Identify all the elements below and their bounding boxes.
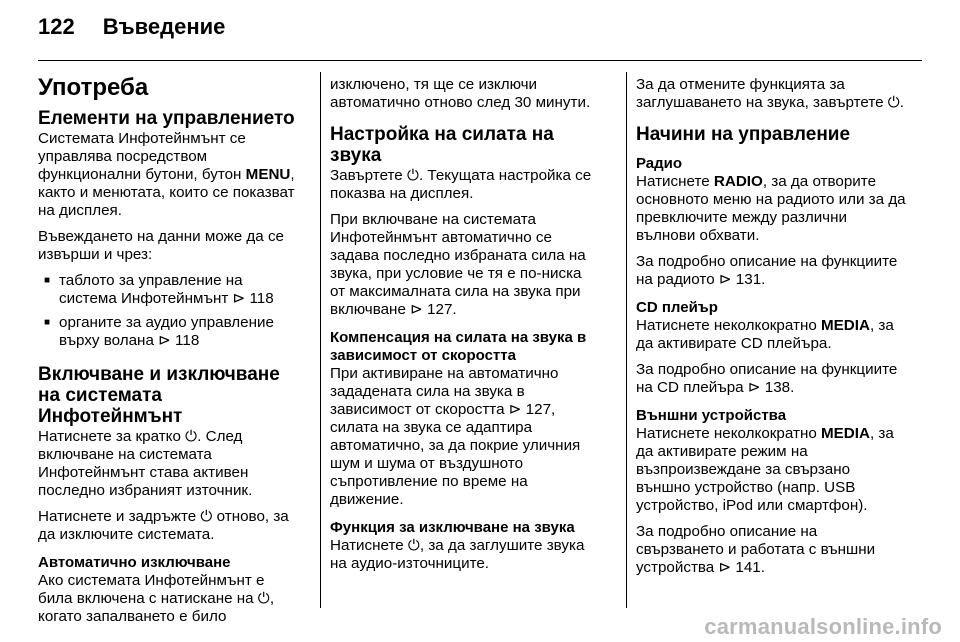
heading-external-devices: Външни устройства — [636, 407, 787, 424]
paragraph: За да отмените функцията за заглушаването на звука, завъртете ⏻. — [636, 76, 905, 111]
text: , за да отворите основното меню на радиото или за да превключите между различни вълнови обхвати. — [636, 173, 906, 244]
chapter-title: Въведение — [102, 14, 226, 39]
media-key-label: MEDIA — [821, 425, 870, 442]
paragraph: Натиснете ⏻, за да заглушите звука на аудио-източниците. — [330, 537, 585, 572]
radio-key-label: RADIO — [713, 173, 763, 190]
heading-volume: Настройка на силата на звука — [330, 124, 554, 166]
text: Натиснете — [636, 173, 714, 190]
text: , за да активирате CD плейъра. — [636, 317, 894, 352]
heading-power: Включване и изключване на системата Инфотейнмънт — [38, 364, 280, 427]
paragraph: Ако системата Инфотейнмънт е била включена с натискане на ⏻, когато запалването е било — [38, 572, 275, 625]
column-divider-2 — [626, 72, 627, 608]
paragraph: За подробно описание на функциите на радиото ⊳ 131. — [636, 253, 898, 288]
list-item: ■ таблото за управление на система Инфотейнмънт ⊳ 118 — [38, 272, 303, 308]
paragraph: Натиснете за кратко ⏻. След включване на системата Инфотейнмънт става активен последно избраният източник. — [38, 428, 253, 499]
paragraph — [636, 317, 906, 353]
text: , за да активирате режим на възпроизвеждане за свързано външно устройство (напр. USB устройство, iPod или смартфон). — [636, 425, 894, 514]
heading-controls: Елементи на управлението — [38, 108, 295, 129]
column-2 — [330, 66, 595, 581]
paragraph: При активиране на автоматично зададената сила на звука в зависимост от скоростта ⊳ 127, силата на звука се адаптира автоматично, за да покрие уличния шум и шума от въздушното съпротивление по време на движение. — [330, 365, 581, 508]
section-title: Употреба — [38, 74, 149, 101]
paragraph — [636, 425, 906, 515]
heading-operation-modes: Начини на управление — [636, 124, 851, 145]
media-key-label: MEDIA — [821, 317, 870, 334]
watermark: carmanualsonline.info — [704, 614, 942, 639]
heading-auto-off: Автоматично изключване — [38, 554, 231, 571]
page-header — [38, 14, 225, 50]
paragraph: Натиснете и задръжте ⏻ отново, за да изключите системата. — [38, 508, 289, 543]
heading-radio: Радио — [636, 155, 683, 172]
heading-speed-compensation: Компенсация на силата на звука в зависимост от скоростта — [330, 329, 587, 364]
list-item: ■ органите за аудио управление върху волана ⊳ 118 — [38, 314, 303, 350]
paragraph — [38, 130, 303, 220]
text: Системата Инфотейнмънт се управлява посредством функционални бутони, бутон — [38, 130, 246, 183]
paragraph: За подробно описание на функциите на CD плейъра ⊳ 138. — [636, 361, 898, 396]
paragraph: Завъртете ⏻. Текущата настройка се показва на дисплея. — [330, 167, 592, 202]
paragraph: За подробно описание на свързването и работата с външни устройства ⊳ 141. — [636, 523, 876, 576]
paragraph — [636, 173, 906, 245]
column-divider-1 — [320, 72, 321, 608]
page-number: 122 — [38, 14, 75, 39]
text: , както и менютата, които се показват на дисплея. — [38, 166, 295, 219]
heading-cd-player: CD плейър — [636, 299, 718, 316]
column-3 — [636, 66, 906, 585]
text: Натиснете неколкократно — [636, 425, 821, 442]
menu-key-label: MENU — [245, 166, 291, 183]
paragraph: При включване на системата Инфотейнмънт автоматично се задава последно избраната сила на звука, при условие че тя е по-ниска от максималната сила на звука при включване ⊳ 127. — [330, 211, 586, 318]
bullet-list — [38, 272, 303, 350]
column-1 — [38, 66, 303, 634]
heading-mute: Функция за изключване на звука — [330, 519, 575, 536]
text: Натиснете неколкократно — [636, 317, 821, 334]
paragraph: изключено, тя ще се изключи автоматично отново след 30 минути. — [330, 76, 591, 111]
header-rule — [38, 60, 922, 61]
paragraph: Въвеждането на данни може да се извърши и чрез: — [38, 228, 284, 263]
